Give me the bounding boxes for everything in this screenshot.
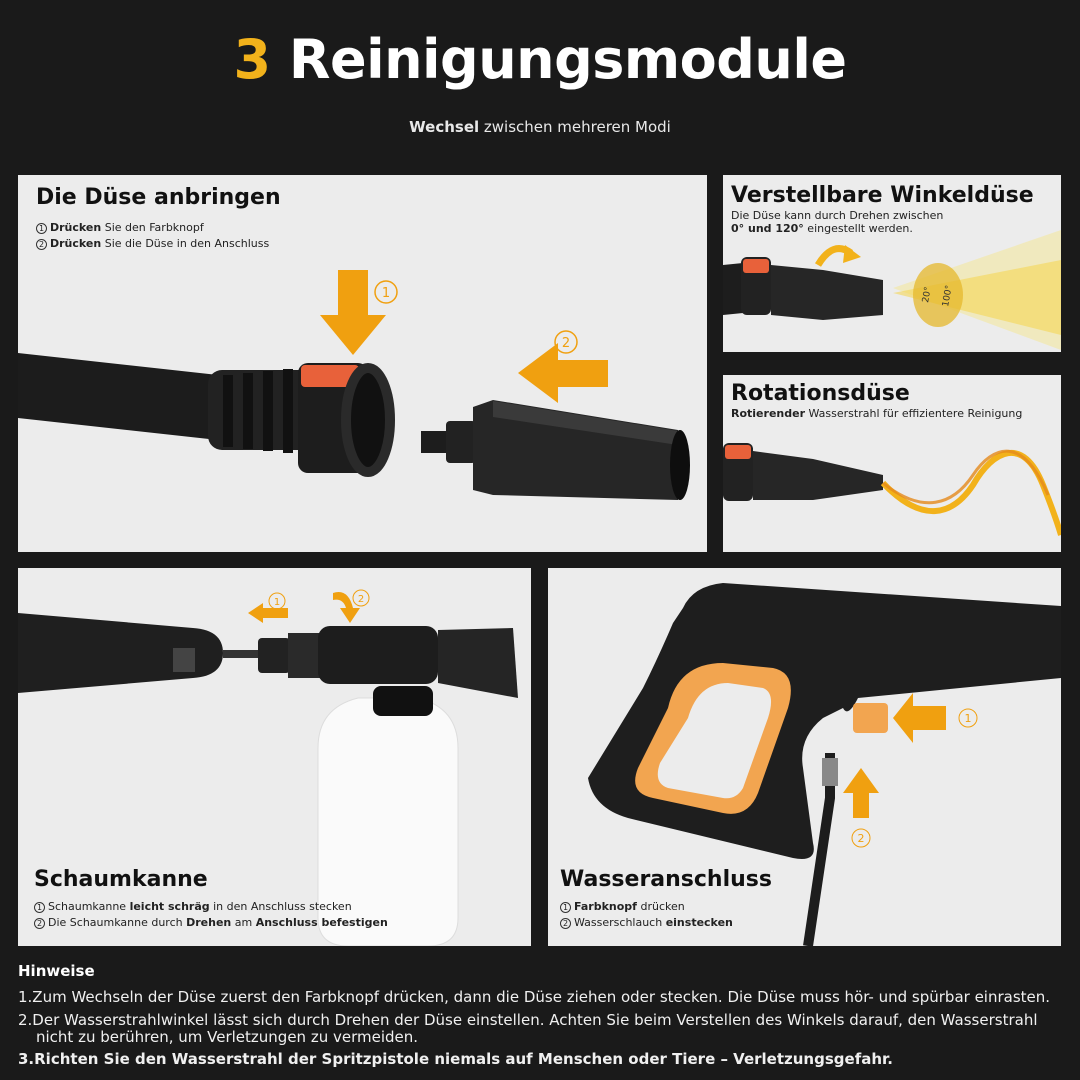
step-text: Wasserschlauch <box>574 916 666 929</box>
step-text: drücken <box>636 900 685 913</box>
step-1 <box>560 899 733 915</box>
lance-socket <box>173 648 195 672</box>
foam-coupling <box>318 626 438 684</box>
subtitle-bold: Wechsel <box>409 118 480 136</box>
step-bold: leicht schräg <box>129 900 210 913</box>
step-bold: einstecken <box>665 916 733 929</box>
title-text: Reinigungsmodule <box>288 28 847 91</box>
nozzle-attach-illustration <box>18 175 707 552</box>
rotating-jet <box>883 453 1061 535</box>
nozzle-part <box>421 400 690 500</box>
step-text: Sie die Düse in den Anschluss <box>101 237 270 250</box>
panel-steps <box>560 899 733 931</box>
notes-heading: Hinweise <box>18 962 95 980</box>
step-number-icon: 1 <box>36 223 47 234</box>
step-number-icon: 1 <box>560 902 571 913</box>
marker-1: 1 <box>273 597 281 608</box>
up-arrow-icon <box>843 768 879 818</box>
panel-water <box>548 568 1061 946</box>
color-button <box>725 445 751 459</box>
step-text: Schaumkanne <box>48 900 130 913</box>
panel-rotary-nozzle <box>723 375 1061 552</box>
step-bold: Drücken <box>50 221 102 234</box>
panel-foam <box>18 568 531 946</box>
step-text: Sie den Farbknopf <box>101 221 204 234</box>
color-button <box>743 259 769 273</box>
step-1 <box>34 899 388 915</box>
foam-nozzle <box>438 628 518 698</box>
rotate-arrow-icon <box>333 592 360 623</box>
panel-title: Schaumkanne <box>34 867 208 892</box>
step-text: am <box>231 916 256 929</box>
note-2-line-2: nicht zu berühren, um Verletzungen zu vermeiden. <box>36 1028 419 1046</box>
marker-1: 1 <box>964 712 972 725</box>
panel-title: Rotationsdüse <box>731 381 910 406</box>
desc-rest: Wasserstrahl für effizientere Reinigung <box>805 407 1023 420</box>
desc-rest: eingestellt werden. <box>803 222 913 235</box>
lance-socket <box>346 368 390 472</box>
marker-2: 2 <box>561 336 571 351</box>
left-arrow-icon <box>248 603 288 623</box>
down-arrow-icon <box>320 270 386 355</box>
left-arrow-icon <box>893 693 946 743</box>
step-2 <box>560 915 733 931</box>
hose-connector <box>822 758 838 786</box>
lance-shaft <box>18 353 218 440</box>
step-text: Die Schaumkanne durch <box>48 916 187 929</box>
panel-title: Die Düse anbringen <box>36 185 281 210</box>
angle-dial <box>913 263 963 327</box>
panel-steps <box>34 899 388 931</box>
nozzle-body <box>753 451 883 500</box>
marker-1: 1 <box>381 286 391 301</box>
step-bold: Anschluss befestigen <box>255 916 388 929</box>
step-number-icon: 1 <box>34 902 45 913</box>
subtitle-rest: zwischen mehreren Modi <box>479 118 671 136</box>
marker-2: 2 <box>357 594 365 605</box>
nozzle-body <box>771 265 883 320</box>
step-bold: Drücken <box>50 237 102 250</box>
step-bold: Farbknopf <box>574 900 637 913</box>
panel-title: Verstellbare Winkeldüse <box>731 183 1034 208</box>
step-number-icon: 2 <box>560 918 571 929</box>
step-number-icon: 2 <box>36 239 47 250</box>
panel-angle-nozzle <box>723 175 1061 352</box>
note-1: 1.Zum Wechseln der Düse zuerst den Farbknopf drücken, dann die Düse ziehen oder stecken. Die Düse muss hör- und spürbar einrasten. <box>18 988 1051 1006</box>
color-button <box>853 703 888 733</box>
dial-label-b: 100° <box>941 284 955 308</box>
desc-line-2 <box>731 222 943 235</box>
step-bold: Drehen <box>186 916 232 929</box>
dial-label-a: 20° <box>921 286 934 304</box>
note-2-line-1: 2.Der Wasserstrahlwinkel lässt sich durch Drehen der Düse einstellen. Achten Sie beim Verstellen des Winkels darauf, den Wasserstrahl <box>18 1011 1038 1029</box>
title-number: 3 <box>233 28 271 91</box>
page-title <box>0 28 1080 91</box>
page-subtitle <box>0 118 1080 136</box>
bottle-cap <box>373 686 433 716</box>
panel-description <box>731 209 943 235</box>
step-2 <box>34 915 388 931</box>
step-text: in den Anschluss stecken <box>209 900 352 913</box>
note-3: 3.Richten Sie den Wasserstrahl der Spritzpistole niemals auf Menschen oder Tiere – Verletzungsgefahr. <box>18 1050 893 1068</box>
desc-bold: 0° und 120° <box>731 222 804 235</box>
panel-description <box>731 407 1022 420</box>
marker-2: 2 <box>857 832 865 845</box>
step-number-icon: 2 <box>34 918 45 929</box>
desc-bold: Rotierender <box>731 407 805 420</box>
panel-nozzle-attach <box>18 175 707 552</box>
panel-title: Wasseranschluss <box>560 867 772 892</box>
desc-line-1: Die Düse kann durch Drehen zwischen <box>731 209 944 222</box>
